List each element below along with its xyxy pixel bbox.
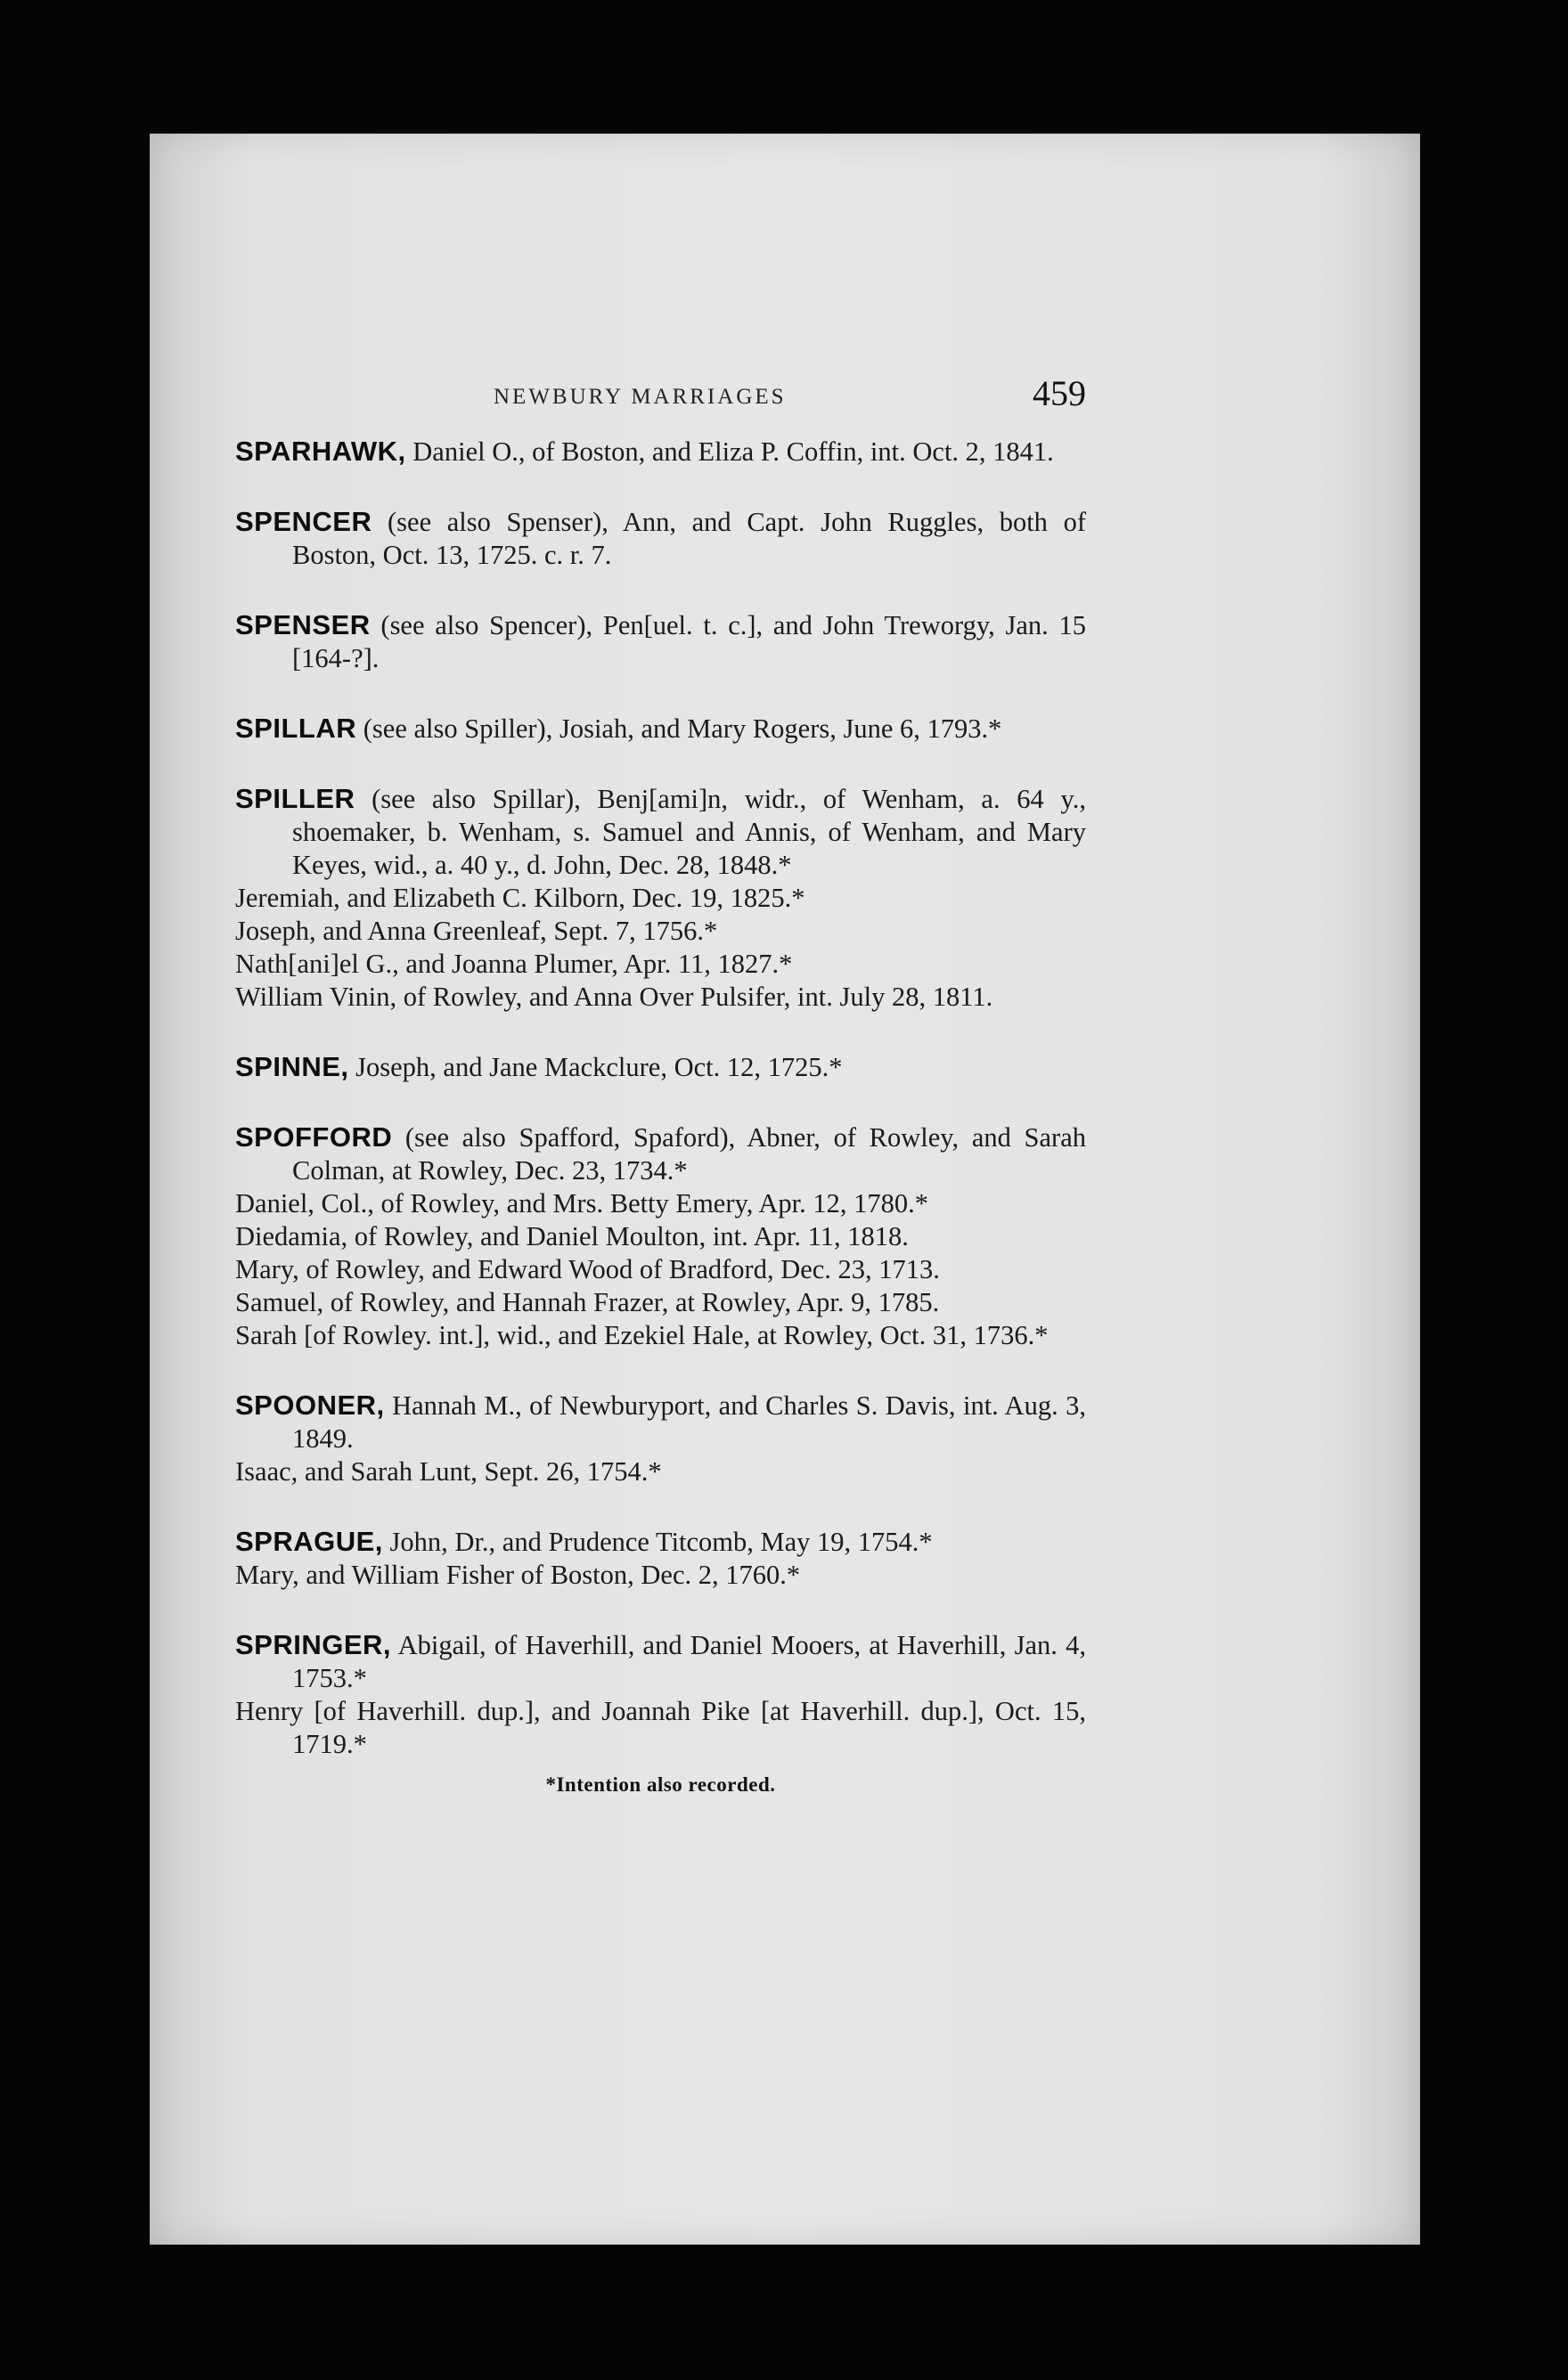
- entry-subline: Mary, and William Fisher of Boston, Dec. 2, 1760.*: [235, 1560, 801, 1590]
- entry-spencer: [235, 505, 1086, 572]
- surname-heading: SPILLER: [235, 783, 355, 814]
- entry-line: [235, 505, 1086, 572]
- surname-heading: SPARHAWK,: [235, 436, 406, 467]
- entry-text: Hannah M., of Newburyport, and Charles S. Davis, int. Aug. 3, 1849.: [292, 1390, 1086, 1454]
- entry-text: (see also Spiller), Josiah, and Mary Rogers, June 6, 1793.*: [356, 713, 1002, 744]
- surname-heading: SPENCER: [235, 506, 372, 537]
- book-page: [150, 134, 1420, 2245]
- footnote: *Intention also recorded.: [545, 1773, 776, 1796]
- entry-subline: Mary, of Rowley, and Edward Wood of Bradford, Dec. 23, 1713.: [235, 1254, 940, 1284]
- entry-subline: William Vinin, of Rowley, and Anna Over Pulsifer, int. July 28, 1811.: [235, 982, 993, 1012]
- entry-subline: Sarah [of Rowley. int.], wid., and Ezekiel Hale, at Rowley, Oct. 31, 1736.*: [235, 1320, 1049, 1350]
- surname-heading: SPRINGER,: [235, 1629, 392, 1660]
- running-head: [235, 372, 1086, 426]
- entry-spooner: [235, 1389, 1086, 1488]
- page-number: 459: [1033, 373, 1086, 413]
- entry-spillar: [235, 712, 1086, 746]
- entry-springer: [235, 1628, 1086, 1761]
- entry-spofford: [235, 1121, 1086, 1352]
- entry-text: (see also Spafford, Spaford), Abner, of Rowley, and Sarah Colman, at Rowley, Dec. 23, 1734.*: [292, 1122, 1086, 1186]
- entry-spenser: [235, 608, 1086, 675]
- page-content: [235, 372, 1086, 1797]
- entry-line: [235, 1628, 1086, 1695]
- surname-heading: SPENSER: [235, 609, 371, 640]
- entry-text: (see also Spenser), Ann, and Capt. John Ruggles, both of Boston, Oct. 13, 1725. c. r. 7.: [292, 507, 1086, 570]
- entry-subline: Daniel, Col., of Rowley, and Mrs. Betty Emery, Apr. 12, 1780.*: [235, 1188, 928, 1219]
- surname-heading: SPOONER,: [235, 1390, 385, 1421]
- entry-subline: Isaac, and Sarah Lunt, Sept. 26, 1754.*: [235, 1456, 662, 1487]
- entry-text: John, Dr., and Prudence Titcomb, May 19, 1754.*: [382, 1527, 933, 1557]
- entry-line: [235, 782, 1086, 882]
- entry-subline: Henry [of Haverhill. dup.], and Joannah Pike [at Haverhill. dup.], Oct. 15, 1719.*: [235, 1696, 1086, 1759]
- surname-heading: SPRAGUE,: [235, 1526, 383, 1557]
- entry-line: [235, 435, 1086, 469]
- entry-text: (see also Spencer), Pen[uel. t. c.], and John Treworgy, Jan. 15 [164-?].: [292, 610, 1086, 673]
- entry-line: [235, 1121, 1086, 1187]
- entry-text: Joseph, and Jane Mackclure, Oct. 12, 1725.*: [348, 1052, 843, 1082]
- entry-text: Daniel O., of Boston, and Eliza P. Coffin, int. Oct. 2, 1841.: [405, 436, 1054, 467]
- entry-line: [235, 1389, 1086, 1455]
- entry-text: Abigail, of Haverhill, and Daniel Mooers, at Haverhill, Jan. 4, 1753.*: [292, 1630, 1086, 1693]
- entry-sprague: [235, 1525, 1086, 1592]
- entry-subline: Jeremiah, and Elizabeth C. Kilborn, Dec. 19, 1825.*: [235, 883, 805, 913]
- entry-spiller: [235, 782, 1086, 1014]
- entry-line: [235, 1525, 1086, 1559]
- entry-subline: Nath[ani]el G., and Joanna Plumer, Apr. 11, 1827.*: [235, 949, 793, 979]
- entry-text: (see also Spillar), Benj[ami]n, widr., of Wenham, a. 64 y., shoemaker, b. Wenham, s. Samuel and Annis, of Wenham, and Mary Keyes, wid., a. 40 y., d. John, Dec. 28, 1848.*: [292, 784, 1086, 880]
- entry-line: [235, 608, 1086, 675]
- entry-subline: Joseph, and Anna Greenleaf, Sept. 7, 1756.*: [235, 916, 718, 946]
- surname-heading: SPINNE,: [235, 1051, 349, 1082]
- entry-subline: Samuel, of Rowley, and Hannah Frazer, at Rowley, Apr. 9, 1785.: [235, 1287, 940, 1317]
- surname-heading: SPILLAR: [235, 713, 357, 744]
- surname-heading: SPOFFORD: [235, 1121, 393, 1153]
- entry-subline: Diedamia, of Rowley, and Daniel Moulton, int. Apr. 11, 1818.: [235, 1221, 909, 1251]
- entry-sparhawk: [235, 435, 1086, 469]
- entry-line: [235, 712, 1086, 746]
- entry-spinne: [235, 1050, 1086, 1084]
- running-title: NEWBURY MARRIAGES: [494, 385, 787, 409]
- entry-line: [235, 1050, 1086, 1084]
